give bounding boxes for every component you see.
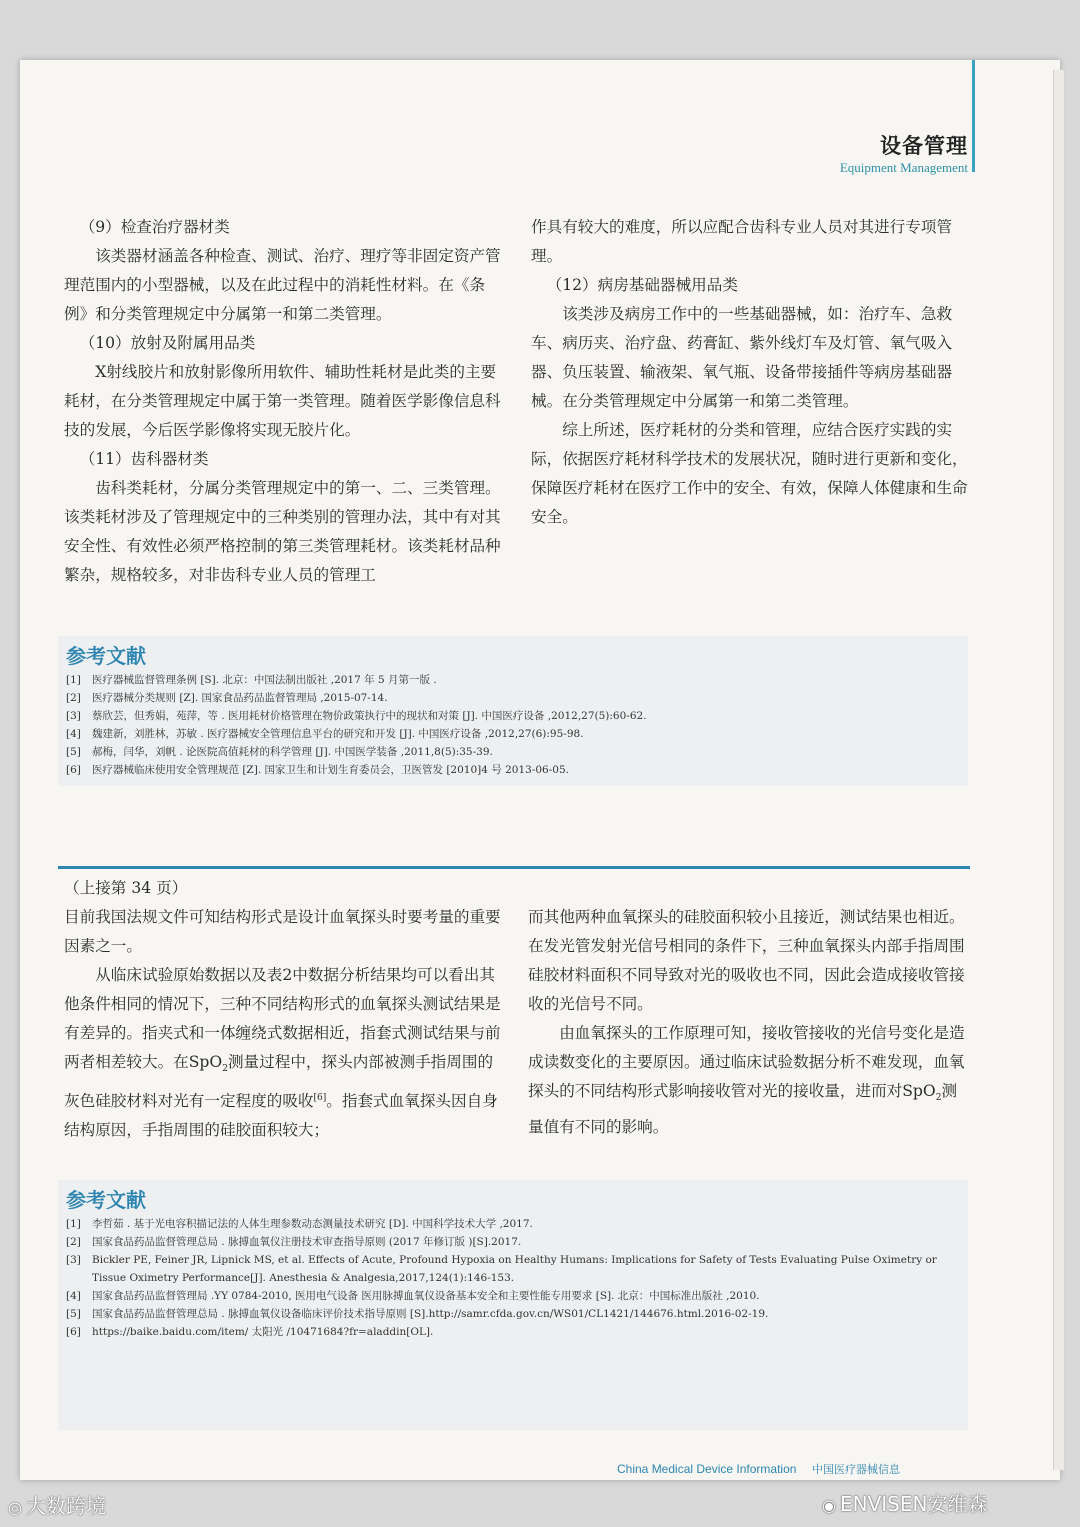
reference-number: [6] [66,1326,81,1338]
reference-number: [5] [66,1308,81,1320]
reference-item [66,707,958,725]
references-list [58,669,968,785]
watermark-left: ◎ 大数跨境 [8,1494,106,1518]
references-box-2 [58,1180,968,1430]
paragraph: 综上所述，医疗耗材的分类和管理，应结合医疗实践的实际，依据医疗耗材科学技术的发展状况，随时进行更新和变化，保障医疗耗材在医疗工作中的安全、有效，保障人体健康和生命安全。 [531,421,968,526]
upper-left-column [64,213,504,590]
journal-name-cn: 中国医疗器械信息 [812,1463,900,1476]
paragraph: 作具有较大的难度，所以应配合齿科专业人员对其进行专项管理。 [531,218,953,265]
reference-number: [4] [66,728,81,740]
reference-text: 李哲茹 . 基于光电容积描记法的人体生理参数动态测量技术研究 [D]. 中国科学技术大学 ,2017. [92,1218,533,1230]
reference-item [66,725,958,743]
reference-item [66,689,958,707]
references-list [58,1213,968,1347]
paragraph: X射线胶片和放射影像所用软件、辅助性耗材是此类的主要耗材，在分类管理规定中属于第一类管理。随着医学影像信息科技的发展，今后医学影像将实现无胶片化。 [64,363,501,439]
continued-note: （上接第 34 页） [64,879,188,897]
section-heading: （10）放射及附属用品类 [79,334,256,352]
reference-item [66,1305,958,1323]
references-box-1 [58,636,968,786]
lower-left-column [64,874,504,1145]
journal-name-en: China Medical Device Information [617,1462,797,1476]
reference-item [66,1233,958,1251]
paragraph: 该类器材涵盖各种检查、测试、治疗、理疗等非固定资产管理范围内的小型器械，以及在此过程中的消耗性材料。在《条例》和分类管理规定中分属第一和第二类管理。 [64,247,501,323]
reference-item [66,1323,958,1341]
reference-text: 郝梅，闫华，刘帆 . 论医院高值耗材的科学管理 [J]. 中国医学装备 ,2011,8(5):35-39. [92,746,493,758]
reference-number: [2] [66,1236,81,1248]
reference-text: 魏建新，刘胜林，苏敏 . 医疗器械安全管理信息平台的研究和开发 [J]. 中国医疗设备 ,2012,27(6):95-98. [92,728,584,740]
reference-item [66,1215,958,1233]
reference-item [66,1251,958,1287]
section-header [840,130,968,176]
reference-text: Bickler PE, Feiner JR, Lipnick MS, et al. Effects of Acute, Profound Hypoxia on Healthy Humans: Implications for Safety of Tests Evaluating Pulse Oximetry or Tissue Oximetry Performance[J]. Anesthesia & Analgesia,2017,124(1):146-153. [92,1254,937,1284]
reference-text: 医疗器械监督管理条例 [S]. 北京：中国法制出版社 ,2017 年 5 月第一版 . [92,674,437,686]
reference-number: [2] [66,692,81,704]
page-edge [1053,70,1064,1470]
reference-item [66,1287,958,1305]
wechat-icon: ◉ [822,1496,836,1515]
section-heading: （12）病房基础器械用品类 [546,276,738,294]
section-heading: （9）检查治疗器材类 [79,218,230,236]
watermark-right: ◉ ENVISEN安维森 [822,1492,988,1516]
reference-number: [4] [66,1290,81,1302]
reference-text: 医疗器械临床使用安全管理规范 [Z]. 国家卫生和计划生育委员会，卫医管发 [2010]4 号 2013-06-05. [92,764,569,776]
reference-text: 医疗器械分类规则 [Z]. 国家食品药品监督管理局 ,2015-07-14. [92,692,388,704]
reference-item [66,671,958,689]
paragraph: 齿科类耗材，分属分类管理规定中的第一、二、三类管理。该类耗材涉及了管理规定中的三种类别的管理办法，其中有对其安全性、有效性必须严格控制的第三类管理耗材。该类耗材品种繁杂，规格较多，对非齿科专业人员的管理工 [64,479,501,584]
upper-right-column [531,213,971,532]
references-title: 参考文献 [66,1188,146,1212]
lower-right-column [528,903,970,1142]
reference-number: [6] [66,764,81,776]
paragraph: 该类涉及病房工作中的一些基础器械，如：治疗车、急救车、病历夹、治疗盘、药膏缸、紫外线灯车及灯管、氧气吸入器、负压装置、输液架、氧气瓶、设备带接插件等病房基础器械。在分类管理规定中分属第一和第二类管理。 [531,305,953,410]
paragraph: 从临床试验原始数据以及表2中数据分析结果均可以看出其他条件相同的情况下，三种不同结构形式的血氧探头测试结果是有差异的。指夹式和一体缠绕式数据相近，指套式测试结果与前两者相差较大。在SpO$_2$测量过程中，探头内部被测手指周围的灰色硅胶材料对光有一定程度的吸收[6]。指套式血氧探头因自身结构原因，手指周围的硅胶面积较大； [64,966,501,1140]
reference-item [66,761,958,779]
paragraph: 而其他两种血氧探头的硅胶面积较小且接近，测试结果也相近。在发光管发射光信号相同的条件下，三种血氧探头内部手指周围硅胶材料面积不同导致对光的吸收也不同，因此会造成接收管接收的光信号不同。 [528,908,965,1013]
reference-number: [1] [66,1218,81,1230]
reference-text: https://baike.baidu.com/item/ 太阳光 /10471684?fr=aladdin[OL]. [92,1326,434,1338]
weibo-icon: ◎ [8,1498,22,1517]
reference-text: 国家食品药品监督管理总局 . 脉搏血氧仪设备临床评价技术指导原则 [S].http://samr.cfda.gov.cn/WS01/CL1421/144676.html.2016-02-19. [92,1308,769,1320]
header-accent-bar [972,60,975,172]
section-divider [58,866,970,869]
paragraph: 由血氧探头的工作原理可知，接收管接收的光信号变化是造成读数变化的主要原因。通过临床试验数据分析不难发现，血氧探头的不同结构形式影响接收管对光的接收量，进而对SpO$_2$测量值有不同的影响。 [528,1024,965,1137]
references-title: 参考文献 [66,644,146,668]
reference-number: [3] [66,1254,81,1266]
paragraph: 目前我国法规文件可知结构形式是设计血氧探头时要考量的重要因素之一。 [64,908,501,955]
section-title-cn: 设备管理 [880,134,968,158]
reference-number: [1] [66,674,81,686]
reference-number: [3] [66,710,81,722]
reference-text: 蔡欣芸，但秀娟，苑萍，等 . 医用耗材价格管理在物价政策执行中的现状和对策 [J]. 中国医疗设备 ,2012,27(5):60-62. [92,710,647,722]
section-heading: （11）齿科器材类 [79,450,209,468]
reference-text: 国家食品药品监督管理总局 . 脉搏血氧仪注册技术审查指导原则 (2017 年修订版 )[S].2017. [92,1236,522,1248]
reference-text: 国家食品药品监督管理局 .YY 0784-2010, 医用电气设备 医用脉搏血氧仪设备基本安全和主要性能专用要求 [S]. 北京：中国标准出版社 ,2010. [92,1290,760,1302]
reference-item [66,743,958,761]
reference-number: [5] [66,746,81,758]
section-title-en: Equipment Management [839,160,968,175]
